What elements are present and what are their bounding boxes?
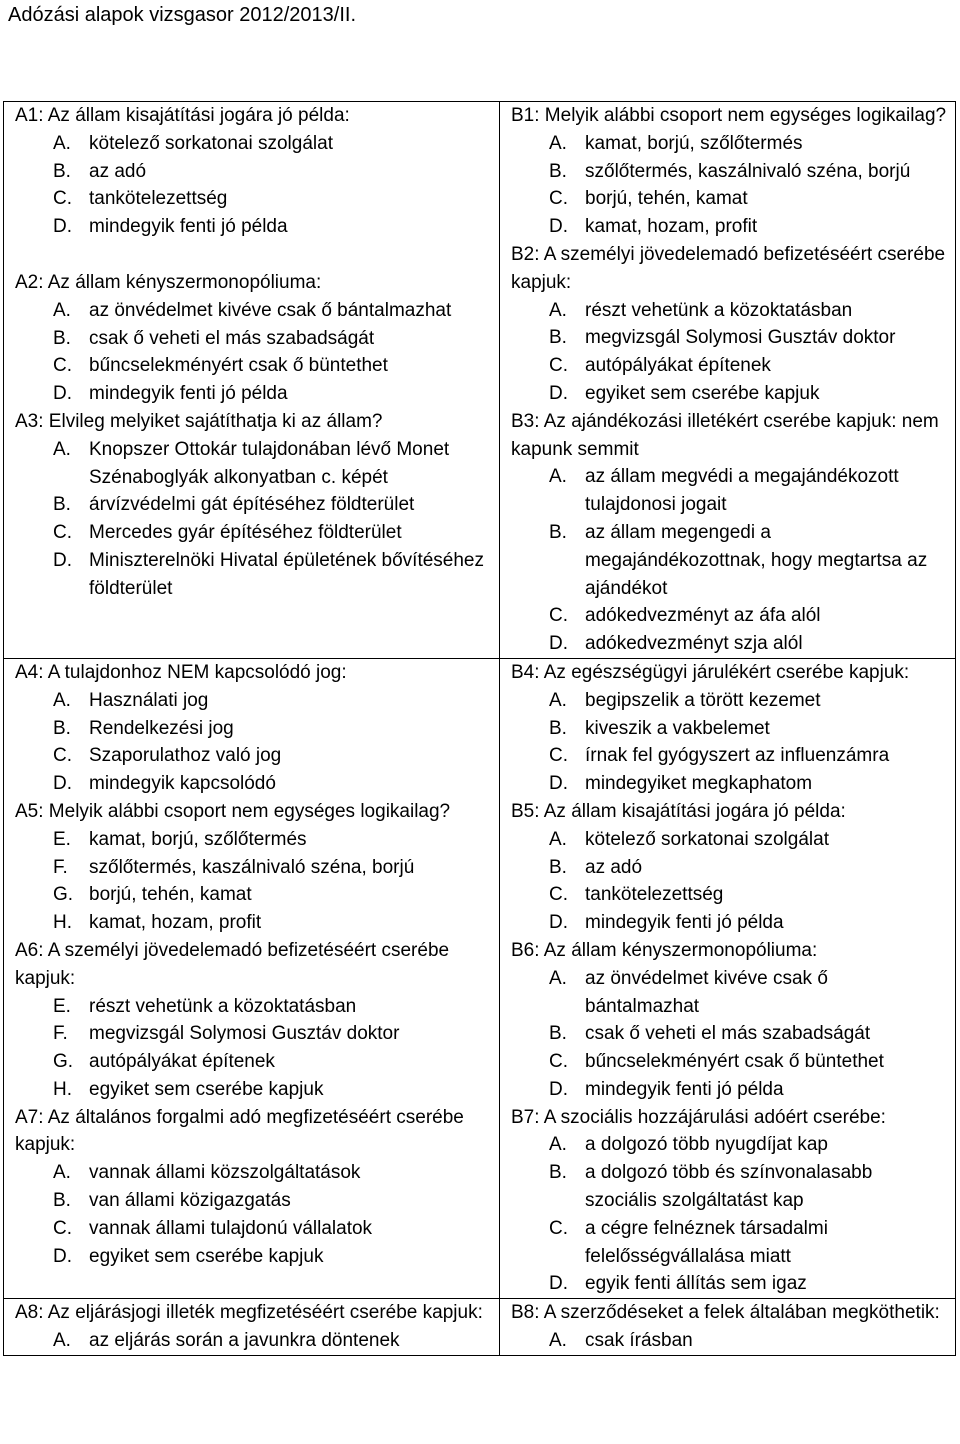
option-letter: B. — [549, 327, 567, 349]
option-text: Miniszterelnöki Hivatal épületének bővítéséhez földterület — [89, 549, 484, 599]
answer-option — [511, 602, 947, 630]
option-letter: C. — [549, 884, 568, 906]
option-text: csak ő veheti el más szabadságát — [585, 1023, 871, 1045]
answer-option — [511, 630, 947, 658]
option-text: vannak állami tulajdonú vállalatok — [89, 1217, 373, 1239]
option-letter: B. — [549, 521, 567, 543]
question-block — [15, 269, 491, 408]
option-letter: C. — [549, 1217, 568, 1239]
option-text: egyiket sem cserébe kapjuk — [89, 1245, 324, 1267]
option-text: az önvédelmet kivéve csak ő bántalmazhat — [585, 967, 828, 1017]
answer-option — [511, 130, 947, 158]
option-letter: D. — [549, 216, 568, 238]
option-letter: D. — [53, 383, 72, 405]
option-letter: B. — [53, 494, 71, 516]
question-stem: A1: Az állam kisajátítási jogára jó példa: — [15, 105, 350, 126]
answer-option — [511, 519, 947, 602]
option-text: a cégre felnéznek társadalmi felelősségvállalása miatt — [585, 1217, 828, 1267]
option-text: begipszelik a törött kezemet — [585, 689, 821, 711]
question-stem: B1: Melyik alábbi csoport nem egységes logikailag? — [511, 105, 947, 126]
question-block — [15, 798, 491, 937]
option-letter: C. — [53, 355, 72, 377]
option-letter: D. — [549, 912, 568, 934]
page-title: Adózási alapok vizsgasor 2012/2013/II. — [8, 4, 356, 26]
option-text: Knopszer Ottokár tulajdonában lévő Monet Szénaboglyák alkonyatban c. képét — [89, 438, 450, 488]
answer-option — [15, 1215, 491, 1243]
answer-option — [15, 130, 491, 158]
right-column-cell — [500, 102, 956, 659]
option-text: kamat, hozam, profit — [585, 216, 758, 238]
answer-options — [15, 826, 491, 937]
answer-option — [15, 436, 491, 492]
option-letter: B. — [549, 160, 567, 182]
option-text: szőlőtermés, kaszálnivaló széna, borjú — [585, 160, 911, 182]
option-text: csak ő veheti el más szabadságát — [89, 327, 375, 349]
right-column-cell — [500, 658, 956, 1299]
option-text: csak írásban — [585, 1330, 693, 1352]
option-text: Használati jog — [89, 689, 209, 711]
option-letter: D. — [549, 773, 568, 795]
question-block — [511, 937, 947, 1104]
option-letter: D. — [549, 1273, 568, 1295]
option-text: autópályákat építenek — [585, 355, 771, 377]
option-text: az adó — [585, 856, 643, 878]
answer-option — [511, 715, 947, 743]
answer-option — [15, 854, 491, 882]
option-letter: E. — [53, 828, 71, 850]
option-letter: A. — [549, 466, 567, 488]
option-text: kötelező sorkatonai szolgálat — [89, 132, 333, 154]
answer-option — [511, 1020, 947, 1048]
option-letter: A. — [549, 689, 567, 711]
right-column-cell — [500, 1299, 956, 1356]
answer-option — [15, 519, 491, 547]
option-letter: A. — [53, 132, 71, 154]
left-column-cell — [4, 1299, 500, 1356]
answer-option — [511, 352, 947, 380]
option-letter: D. — [53, 1245, 72, 1267]
question-stem: B5: Az állam kisajátítási jogára jó példa: — [511, 800, 846, 822]
option-letter: B. — [549, 717, 567, 739]
option-letter: A. — [549, 967, 567, 989]
option-text: Rendelkezési jog — [89, 717, 234, 739]
question-stem: A8: Az eljárásjogi illeték megfizetéséért cserébe kapjuk: — [15, 1302, 483, 1324]
answer-option — [15, 687, 491, 715]
option-text: a dolgozó több és színvonalasabb szociális szolgáltatást kap — [585, 1162, 873, 1212]
option-letter: B. — [53, 1190, 71, 1212]
answer-option — [511, 1159, 947, 1215]
answer-option — [15, 1327, 491, 1355]
left-column-cell — [4, 102, 500, 659]
option-letter: B. — [53, 160, 71, 182]
answer-options — [15, 1159, 491, 1270]
option-text: szőlőtermés, kaszálnivaló széna, borjú — [89, 856, 415, 878]
answer-options — [511, 965, 947, 1104]
question-block — [15, 937, 491, 1104]
option-text: árvízvédelmi gát építéséhez földterület — [89, 494, 415, 516]
answer-options — [15, 993, 491, 1104]
answer-option — [15, 1048, 491, 1076]
option-text: bűncselekményért csak ő büntethet — [585, 1051, 884, 1073]
option-letter: H. — [53, 1078, 72, 1100]
question-stem: A5: Melyik alábbi csoport nem egységes logikailag? — [15, 800, 451, 822]
question-stem: B2: A személyi jövedelemadó befizetéséért cserébe kapjuk: — [511, 243, 946, 293]
answer-option — [511, 1048, 947, 1076]
question-block — [15, 659, 491, 798]
answer-option — [511, 380, 947, 408]
option-letter: H. — [53, 912, 72, 934]
answer-option — [15, 909, 491, 937]
option-letter: A. — [53, 1162, 71, 1184]
answer-option — [511, 1076, 947, 1104]
option-letter: B. — [53, 717, 71, 739]
question-block — [15, 1104, 491, 1271]
option-letter: A. — [549, 299, 567, 321]
option-letter: G. — [53, 1051, 74, 1073]
question-block — [511, 408, 947, 658]
answer-options — [15, 436, 491, 603]
option-text: az adó — [89, 160, 147, 182]
option-text: Szaporulathoz való jog — [89, 745, 282, 767]
answer-option — [511, 1215, 947, 1271]
answer-option — [15, 1187, 491, 1215]
answer-option — [15, 770, 491, 798]
option-letter: A. — [549, 1330, 567, 1352]
option-letter: A. — [53, 299, 71, 321]
option-text: kamat, hozam, profit — [89, 912, 262, 934]
question-stem: B8: A szerződéseket a felek általában megköthetik: — [511, 1302, 940, 1324]
answer-option — [511, 742, 947, 770]
table-row — [4, 1299, 956, 1356]
option-text: autópályákat építenek — [89, 1051, 275, 1073]
question-stem: B7: A szociális hozzájárulási adóért cserébe: — [511, 1106, 886, 1128]
option-letter: C. — [549, 1051, 568, 1073]
answer-option — [15, 1159, 491, 1187]
option-letter: C. — [549, 745, 568, 767]
answer-option — [511, 297, 947, 325]
option-text: mindegyik kapcsolódó — [89, 773, 276, 795]
option-letter: A. — [53, 689, 71, 711]
option-text: adókedvezményt az áfa alól — [585, 605, 821, 627]
answer-option — [511, 185, 947, 213]
option-letter: D. — [53, 549, 72, 571]
option-text: adókedvezményt szja alól — [585, 633, 803, 655]
option-text: az önvédelmet kivéve csak ő bántalmazhat — [89, 299, 452, 321]
option-letter: C. — [53, 188, 72, 210]
option-text: bűncselekményért csak ő büntethet — [89, 355, 388, 377]
option-letter: D. — [549, 633, 568, 655]
answer-option — [15, 881, 491, 909]
option-letter: B. — [53, 327, 71, 349]
option-text: borjú, tehén, kamat — [89, 884, 252, 906]
option-text: vannak állami közszolgáltatások — [89, 1162, 361, 1184]
option-text: megvizsgál Solymosi Gusztáv doktor — [585, 327, 896, 349]
answer-option — [15, 1076, 491, 1104]
question-table — [3, 101, 956, 1356]
question-block — [511, 102, 947, 241]
option-text: mindegyik fenti jó példa — [585, 1078, 784, 1100]
answer-option — [511, 1131, 947, 1159]
option-letter: B. — [549, 1162, 567, 1184]
option-text: írnak fel gyógyszert az influenzámra — [585, 745, 890, 767]
option-letter: D. — [53, 216, 72, 238]
option-letter: F. — [53, 1023, 68, 1045]
answer-option — [511, 1270, 947, 1298]
option-text: az állam megengedi a megajándékozottnak, hogy megtartsa az ajándékot — [585, 521, 928, 599]
question-block — [15, 1299, 491, 1355]
question-block — [511, 241, 947, 408]
answer-option — [511, 965, 947, 1021]
question-stem: A6: A személyi jövedelemadó befizetéséért cserébe kapjuk: — [15, 939, 450, 989]
question-stem: B4: Az egészségügyi járulékért cserébe kapjuk: — [511, 661, 910, 683]
option-letter: C. — [53, 1217, 72, 1239]
option-letter: D. — [549, 1078, 568, 1100]
question-table-body — [4, 102, 956, 1356]
answer-options — [15, 1327, 491, 1355]
answer-option — [15, 715, 491, 743]
option-letter: C. — [53, 745, 72, 767]
option-text: kamat, borjú, szőlőtermés — [585, 132, 803, 154]
option-text: mindegyik fenti jó példa — [89, 383, 288, 405]
option-letter: B. — [549, 856, 567, 878]
answer-options — [511, 687, 947, 798]
answer-options — [15, 687, 491, 798]
question-stem: A2: Az állam kényszermonopóliuma: — [15, 271, 322, 293]
question-block — [511, 659, 947, 798]
answer-option — [15, 993, 491, 1021]
option-text: az eljárás során a javunkra döntenek — [89, 1330, 400, 1352]
option-letter: A. — [549, 1134, 567, 1156]
option-text: egyiket sem cserébe kapjuk — [89, 1078, 324, 1100]
answer-option — [15, 547, 491, 603]
answer-option — [15, 352, 491, 380]
answer-option — [15, 491, 491, 519]
option-letter: E. — [53, 995, 71, 1017]
option-letter: C. — [549, 355, 568, 377]
option-text: a dolgozó több nyugdíjat kap — [585, 1134, 828, 1156]
question-block — [511, 1104, 947, 1299]
table-row — [4, 102, 956, 659]
answer-option — [15, 1020, 491, 1048]
option-letter: A. — [53, 1330, 71, 1352]
option-text: részt vehetünk a közoktatásban — [89, 995, 357, 1017]
option-text: kiveszik a vakbelemet — [585, 717, 770, 739]
question-stem: A7: Az általános forgalmi adó megfizetéséért cserébe kapjuk: — [15, 1106, 464, 1156]
option-text: van állami közigazgatás — [89, 1190, 291, 1212]
answer-option — [15, 1243, 491, 1271]
answer-option — [511, 770, 947, 798]
answer-option — [15, 325, 491, 353]
question-stem: A4: A tulajdonhoz NEM kapcsolódó jog: — [15, 661, 347, 683]
option-text: Mercedes gyár építéséhez földterület — [89, 522, 402, 544]
option-letter: C. — [53, 522, 72, 544]
question-block — [511, 1299, 947, 1355]
option-text: borjú, tehén, kamat — [585, 188, 748, 210]
answer-option — [511, 909, 947, 937]
option-text: tankötelezettség — [89, 188, 228, 210]
option-letter: A. — [53, 438, 71, 460]
answer-option — [15, 826, 491, 854]
answer-option — [15, 380, 491, 408]
option-text: mindegyik fenti jó példa — [585, 912, 784, 934]
option-letter: C. — [549, 188, 568, 210]
answer-options — [511, 463, 947, 658]
answer-options — [15, 130, 491, 241]
answer-option — [15, 185, 491, 213]
question-stem: B3: Az ajándékozási illetékért cserébe kapjuk: nem kapunk semmit — [511, 410, 939, 460]
option-text: az állam megvédi a megajándékozott tulajdonosi jogait — [585, 466, 899, 516]
question-stem: B6: Az állam kényszermonopóliuma: — [511, 939, 818, 961]
answer-options — [511, 130, 947, 241]
question-block — [15, 102, 491, 241]
option-letter: G. — [53, 884, 74, 906]
answer-option — [511, 826, 947, 854]
answer-option — [15, 742, 491, 770]
question-stem: A3: Elvileg melyiket sajátíthatja ki az állam? — [15, 410, 383, 432]
option-letter: B. — [549, 1023, 567, 1045]
left-column-cell — [4, 658, 500, 1299]
answer-option — [511, 687, 947, 715]
answer-option — [15, 213, 491, 241]
answer-options — [511, 826, 947, 937]
option-text: mindegyiket megkaphatom — [585, 773, 813, 795]
option-text: egyiket sem cserébe kapjuk — [585, 382, 820, 404]
option-text: tankötelezettség — [585, 884, 724, 906]
answer-option — [511, 881, 947, 909]
option-letter: A. — [549, 132, 567, 154]
option-text: részt vehetünk a közoktatásban — [585, 299, 853, 321]
answer-option — [511, 463, 947, 519]
table-row — [4, 658, 956, 1299]
answer-option — [15, 297, 491, 325]
answer-options — [15, 297, 491, 408]
answer-options — [511, 1131, 947, 1298]
answer-option — [511, 158, 947, 186]
answer-option — [15, 158, 491, 186]
option-letter: D. — [53, 773, 72, 795]
option-text: megvizsgál Solymosi Gusztáv doktor — [89, 1023, 400, 1045]
option-letter: F. — [53, 856, 68, 878]
answer-option — [511, 854, 947, 882]
option-letter: A. — [549, 828, 567, 850]
option-letter: D. — [549, 382, 568, 404]
answer-option — [511, 213, 947, 241]
answer-option — [511, 324, 947, 352]
answer-option — [511, 1327, 947, 1355]
question-block — [511, 798, 947, 937]
option-letter: C. — [549, 605, 568, 627]
option-text: kötelező sorkatonai szolgálat — [585, 828, 829, 850]
option-text: kamat, borjú, szőlőtermés — [89, 828, 307, 850]
question-block — [15, 408, 491, 603]
answer-options — [511, 1327, 947, 1355]
option-text: mindegyik fenti jó példa — [89, 216, 288, 238]
answer-options — [511, 297, 947, 408]
option-text: egyik fenti állítás sem igaz — [585, 1273, 807, 1295]
